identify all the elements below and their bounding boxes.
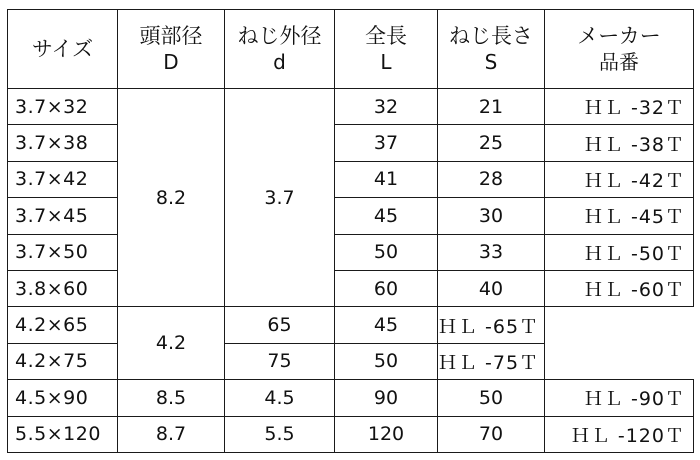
cell-total-length: 65	[225, 307, 335, 343]
cell-total-length: 41	[335, 161, 438, 197]
header-row	[8, 10, 694, 89]
cell-size: 3.7×42	[8, 161, 118, 197]
cell-thread-length: 45	[335, 307, 438, 343]
cell-thread-length: 25	[438, 125, 545, 161]
cell-thread-length: 33	[438, 234, 545, 270]
cell-size: 3.7×45	[8, 198, 118, 234]
cell-thread-diameter: 4.5	[225, 380, 335, 416]
cell-part-number: ＨＬ -90Ｔ	[545, 380, 694, 416]
spec-table-sheet	[7, 9, 693, 453]
cell-size: 3.7×50	[8, 234, 118, 270]
header-thread-length-symbol: S	[484, 50, 498, 74]
cell-size: 5.5×120	[8, 416, 118, 452]
cell-total-length: 45	[335, 198, 438, 234]
cell-part-number: ＨＬ -45Ｔ	[545, 198, 694, 234]
cell-thread-length: 21	[438, 89, 545, 125]
cell-total-length: 50	[335, 234, 438, 270]
header-part-number-title: 品番	[599, 50, 639, 74]
cell-total-length: 32	[335, 89, 438, 125]
header-maker-part	[545, 10, 694, 89]
cell-part-number: ＨＬ -38Ｔ	[545, 125, 694, 161]
table-row	[8, 234, 694, 270]
cell-total-length: 120	[335, 416, 438, 452]
table-row	[8, 416, 694, 452]
header-maker-title: メーカー	[577, 24, 661, 48]
cell-total-length: 90	[335, 380, 438, 416]
cell-part-number: ＨＬ -60Ｔ	[545, 270, 694, 306]
header-total-length-symbol: L	[380, 50, 392, 74]
cell-part-number: ＨＬ -65Ｔ	[438, 307, 545, 343]
table-row	[8, 161, 694, 197]
header-size	[8, 10, 118, 89]
cell-size: 3.7×32	[8, 89, 118, 125]
cell-thread-diameter: 5.5	[225, 416, 335, 452]
table-row	[8, 307, 694, 343]
cell-thread-length: 50	[438, 380, 545, 416]
table-body	[8, 89, 694, 453]
cell-thread-length: 28	[438, 161, 545, 197]
cell-thread-length: 30	[438, 198, 545, 234]
table-header	[8, 10, 694, 89]
header-head-diameter	[118, 10, 225, 89]
table-row	[8, 125, 694, 161]
cell-size: 4.2×75	[8, 343, 118, 379]
table-row	[8, 198, 694, 234]
cell-head-diameter: 8.2	[118, 89, 225, 307]
cell-total-length: 75	[225, 343, 335, 379]
cell-part-number: ＨＬ -32Ｔ	[545, 89, 694, 125]
cell-head-diameter: 8.7	[118, 416, 225, 452]
header-thread-length	[438, 10, 545, 89]
screw-spec-table	[7, 9, 694, 453]
header-head-diameter-symbol: D	[163, 50, 179, 74]
cell-size: 3.7×38	[8, 125, 118, 161]
cell-thread-length: 40	[438, 270, 545, 306]
cell-head-diameter: 8.5	[118, 380, 225, 416]
cell-thread-diameter: 4.2	[118, 307, 225, 380]
cell-thread-length: 50	[335, 343, 438, 379]
cell-thread-length: 70	[438, 416, 545, 452]
cell-total-length: 60	[335, 270, 438, 306]
cell-part-number: ＨＬ -120Ｔ	[545, 416, 694, 452]
cell-part-number: ＨＬ -50Ｔ	[545, 234, 694, 270]
cell-total-length: 37	[335, 125, 438, 161]
header-size-title: サイズ	[31, 37, 94, 61]
header-thread-diameter-symbol: d	[273, 50, 286, 74]
header-total-length-title: 全長	[365, 24, 407, 48]
cell-size: 4.5×90	[8, 380, 118, 416]
cell-thread-diameter: 3.7	[225, 89, 335, 307]
header-thread-diameter	[225, 10, 335, 89]
header-thread-length-title: ねじ長さ	[449, 24, 533, 48]
cell-part-number: ＨＬ -75Ｔ	[438, 343, 545, 379]
cell-part-number: ＨＬ -42Ｔ	[545, 161, 694, 197]
cell-size: 4.2×65	[8, 307, 118, 343]
header-total-length	[335, 10, 438, 89]
table-row	[8, 270, 694, 306]
cell-size: 3.8×60	[8, 270, 118, 306]
header-thread-diameter-title: ねじ外径	[237, 24, 322, 48]
table-row	[8, 89, 694, 125]
table-row	[8, 380, 694, 416]
header-head-diameter-title: 頭部径	[139, 24, 203, 48]
table-row	[8, 343, 694, 379]
